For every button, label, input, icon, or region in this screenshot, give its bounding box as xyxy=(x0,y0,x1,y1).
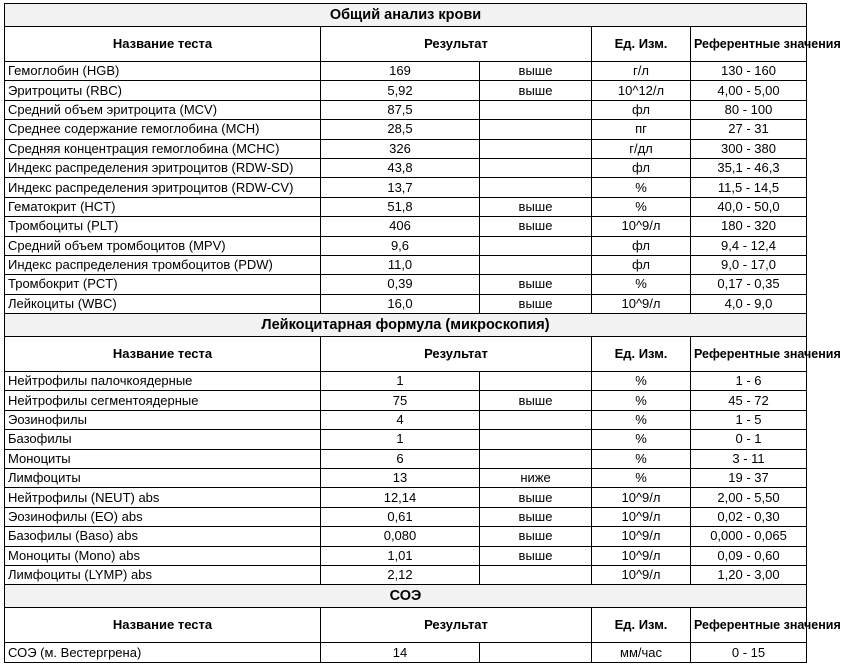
test-name: Тромбокрит (PCT) xyxy=(5,275,321,294)
unit: 10^9/л xyxy=(592,488,691,507)
reference-range: 40,0 - 50,0 xyxy=(691,197,807,216)
unit: 10^9/л xyxy=(592,507,691,526)
result-value: 0,080 xyxy=(321,527,480,546)
table-row xyxy=(5,410,807,429)
result-value: 75 xyxy=(321,391,480,410)
table-row xyxy=(5,139,807,158)
table-row xyxy=(5,469,807,488)
result-flag: выше xyxy=(480,294,592,313)
result-flag xyxy=(480,449,592,468)
reference-range: 0,17 - 0,35 xyxy=(691,275,807,294)
header-result: Результат xyxy=(321,608,592,643)
reference-range: 45 - 72 xyxy=(691,391,807,410)
result-flag xyxy=(480,643,592,662)
table-row xyxy=(5,488,807,507)
result-value: 13,7 xyxy=(321,178,480,197)
unit: % xyxy=(592,449,691,468)
section-title-row xyxy=(5,314,807,337)
test-name: Тромбоциты (PLT) xyxy=(5,217,321,236)
unit: 10^12/л xyxy=(592,81,691,100)
test-name: Эритроциты (RBC) xyxy=(5,81,321,100)
result-value: 11,0 xyxy=(321,255,480,274)
reference-range: 300 - 380 xyxy=(691,139,807,158)
result-value: 28,5 xyxy=(321,120,480,139)
result-value: 13 xyxy=(321,469,480,488)
result-value: 0,39 xyxy=(321,275,480,294)
unit: 10^9/л xyxy=(592,294,691,313)
reference-range: 1 - 6 xyxy=(691,372,807,391)
section-title: СОЭ xyxy=(5,585,807,608)
table-row xyxy=(5,81,807,100)
test-name: Индекс распределения эритроцитов (RDW-SD) xyxy=(5,158,321,177)
unit: % xyxy=(592,372,691,391)
result-flag: выше xyxy=(480,81,592,100)
result-value: 1,01 xyxy=(321,546,480,565)
table-row xyxy=(5,217,807,236)
result-flag xyxy=(480,565,592,584)
result-flag xyxy=(480,372,592,391)
reference-range: 1 - 5 xyxy=(691,410,807,429)
section-title: Лейкоцитарная формула (микроскопия) xyxy=(5,314,807,337)
reference-range: 4,0 - 9,0 xyxy=(691,294,807,313)
reference-range: 0 - 1 xyxy=(691,430,807,449)
table-row xyxy=(5,294,807,313)
lab-results-table xyxy=(4,3,841,663)
column-header-row xyxy=(5,608,807,643)
test-name: Гематокрит (HCT) xyxy=(5,197,321,216)
table-row xyxy=(5,643,807,662)
table-row xyxy=(5,120,807,139)
result-value: 87,5 xyxy=(321,100,480,119)
unit: фл xyxy=(592,158,691,177)
unit: % xyxy=(592,430,691,449)
result-value: 1 xyxy=(321,430,480,449)
result-flag: выше xyxy=(480,527,592,546)
result-value: 51,8 xyxy=(321,197,480,216)
reference-range: 2,00 - 5,50 xyxy=(691,488,807,507)
reference-range: 3 - 11 xyxy=(691,449,807,468)
test-name: Базофилы (Baso) abs xyxy=(5,527,321,546)
test-name: Нейтрофилы сегментоядерные xyxy=(5,391,321,410)
table-row xyxy=(5,546,807,565)
header-test-name: Название теста xyxy=(5,337,321,372)
unit: % xyxy=(592,391,691,410)
result-flag: ниже xyxy=(480,469,592,488)
unit: фл xyxy=(592,100,691,119)
section-title-row xyxy=(5,585,807,608)
table-row xyxy=(5,100,807,119)
table-row xyxy=(5,449,807,468)
table-row xyxy=(5,507,807,526)
test-name: Эозинофилы (EO) abs xyxy=(5,507,321,526)
header-reference: Референтные значения xyxy=(691,608,807,643)
table-row xyxy=(5,527,807,546)
result-flag: выше xyxy=(480,488,592,507)
table-row xyxy=(5,197,807,216)
result-value: 0,61 xyxy=(321,507,480,526)
test-name: Моноциты xyxy=(5,449,321,468)
header-test-name: Название теста xyxy=(5,27,321,62)
result-value: 2,12 xyxy=(321,565,480,584)
result-flag: выше xyxy=(480,546,592,565)
result-flag xyxy=(480,158,592,177)
reference-range: 130 - 160 xyxy=(691,62,807,81)
result-flag: выше xyxy=(480,275,592,294)
table-row xyxy=(5,275,807,294)
result-flag: выше xyxy=(480,62,592,81)
unit: % xyxy=(592,178,691,197)
unit: % xyxy=(592,469,691,488)
unit: 10^9/л xyxy=(592,217,691,236)
unit: пг xyxy=(592,120,691,139)
reference-range: 0,000 - 0,065 xyxy=(691,527,807,546)
result-value: 6 xyxy=(321,449,480,468)
reference-range: 9,0 - 17,0 xyxy=(691,255,807,274)
unit: 10^9/л xyxy=(592,546,691,565)
test-name: Средний объем эритроцита (MCV) xyxy=(5,100,321,119)
reference-range: 0,09 - 0,60 xyxy=(691,546,807,565)
result-value: 5,92 xyxy=(321,81,480,100)
table-row xyxy=(5,255,807,274)
test-name: Лимфоциты (LYMP) abs xyxy=(5,565,321,584)
column-header-row xyxy=(5,27,807,62)
test-name: СОЭ (м. Вестергрена) xyxy=(5,643,321,662)
test-name: Среднее содержание гемоглобина (MCH) xyxy=(5,120,321,139)
test-name: Лейкоциты (WBC) xyxy=(5,294,321,313)
result-value: 16,0 xyxy=(321,294,480,313)
result-flag xyxy=(480,255,592,274)
reference-range: 11,5 - 14,5 xyxy=(691,178,807,197)
result-value: 1 xyxy=(321,372,480,391)
reference-range: 9,4 - 12,4 xyxy=(691,236,807,255)
section-title: Общий анализ крови xyxy=(5,4,807,27)
result-flag: выше xyxy=(480,217,592,236)
test-name: Базофилы xyxy=(5,430,321,449)
lab-results-report xyxy=(4,3,841,663)
result-flag xyxy=(480,120,592,139)
result-flag xyxy=(480,236,592,255)
test-name: Средний объем тромбоцитов (MPV) xyxy=(5,236,321,255)
unit: фл xyxy=(592,255,691,274)
table-row xyxy=(5,158,807,177)
header-result: Результат xyxy=(321,337,592,372)
result-flag: выше xyxy=(480,507,592,526)
unit: г/л xyxy=(592,62,691,81)
reference-range: 1,20 - 3,00 xyxy=(691,565,807,584)
unit: фл xyxy=(592,236,691,255)
header-unit: Ед. Изм. xyxy=(592,337,691,372)
result-flag xyxy=(480,178,592,197)
reference-range: 27 - 31 xyxy=(691,120,807,139)
result-value: 14 xyxy=(321,643,480,662)
unit: % xyxy=(592,197,691,216)
unit: 10^9/л xyxy=(592,527,691,546)
result-flag: выше xyxy=(480,197,592,216)
result-value: 43,8 xyxy=(321,158,480,177)
table-row xyxy=(5,430,807,449)
unit: г/дл xyxy=(592,139,691,158)
result-value: 12,14 xyxy=(321,488,480,507)
reference-range: 35,1 - 46,3 xyxy=(691,158,807,177)
reference-range: 80 - 100 xyxy=(691,100,807,119)
reference-range: 0,02 - 0,30 xyxy=(691,507,807,526)
result-value: 406 xyxy=(321,217,480,236)
unit: % xyxy=(592,410,691,429)
test-name: Лимфоциты xyxy=(5,469,321,488)
header-result: Результат xyxy=(321,27,592,62)
table-row xyxy=(5,178,807,197)
column-header-row xyxy=(5,337,807,372)
result-flag xyxy=(480,430,592,449)
unit: мм/час xyxy=(592,643,691,662)
table-row xyxy=(5,236,807,255)
result-value: 4 xyxy=(321,410,480,429)
unit: % xyxy=(592,275,691,294)
result-flag xyxy=(480,410,592,429)
header-reference: Референтные значения xyxy=(691,27,807,62)
header-test-name: Название теста xyxy=(5,608,321,643)
test-name: Моноциты (Mono) abs xyxy=(5,546,321,565)
header-unit: Ед. Изм. xyxy=(592,27,691,62)
test-name: Индекс распределения эритроцитов (RDW-CV) xyxy=(5,178,321,197)
result-flag xyxy=(480,100,592,119)
test-name: Нейтрофилы палочкоядерные xyxy=(5,372,321,391)
table-row xyxy=(5,372,807,391)
table-row xyxy=(5,62,807,81)
result-value: 326 xyxy=(321,139,480,158)
table-row xyxy=(5,565,807,584)
result-value: 9,6 xyxy=(321,236,480,255)
test-name: Гемоглобин (HGB) xyxy=(5,62,321,81)
result-flag: выше xyxy=(480,391,592,410)
section-title-row xyxy=(5,4,807,27)
test-name: Индекс распределения тромбоцитов (PDW) xyxy=(5,255,321,274)
header-unit: Ед. Изм. xyxy=(592,608,691,643)
test-name: Средняя концентрация гемоглобина (MCHC) xyxy=(5,139,321,158)
unit: 10^9/л xyxy=(592,565,691,584)
reference-range: 180 - 320 xyxy=(691,217,807,236)
test-name: Нейтрофилы (NEUT) abs xyxy=(5,488,321,507)
result-flag xyxy=(480,139,592,158)
header-reference: Референтные значения xyxy=(691,337,807,372)
reference-range: 4,00 - 5,00 xyxy=(691,81,807,100)
reference-range: 19 - 37 xyxy=(691,469,807,488)
reference-range: 0 - 15 xyxy=(691,643,807,662)
test-name: Эозинофилы xyxy=(5,410,321,429)
result-value: 169 xyxy=(321,62,480,81)
table-row xyxy=(5,391,807,410)
